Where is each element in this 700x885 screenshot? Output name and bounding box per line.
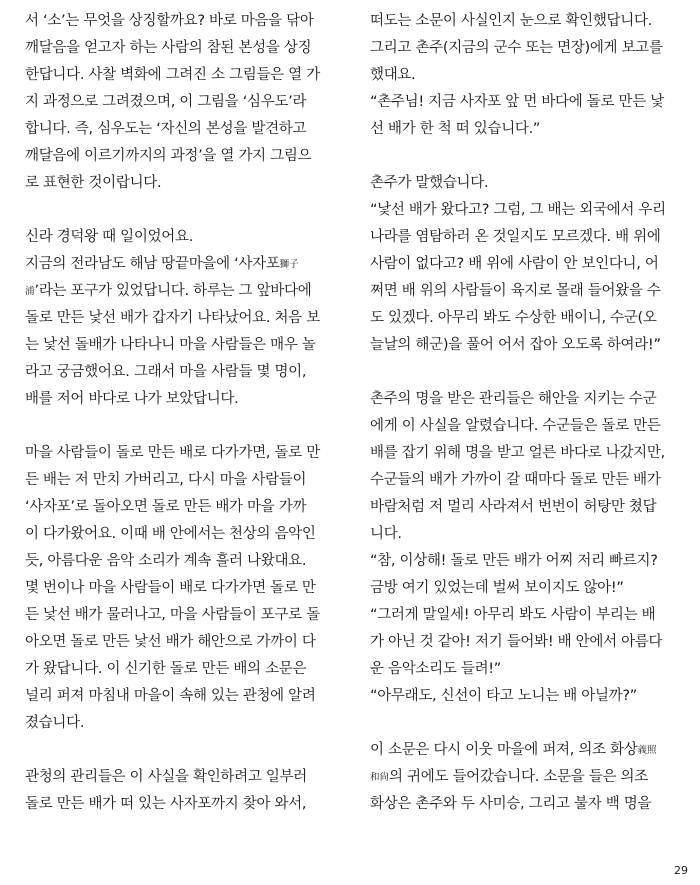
text-line: 로 표현한 것이랍니다.	[25, 175, 162, 191]
text-line: 운 음악소리도 들려!”	[370, 661, 501, 677]
text-line: 깨달음에 이르기까지의 과정’을 열 가지 그림으	[25, 148, 312, 164]
text-line: 아오면 돌로 만든 낯선 배가 해안으로 가까이 다	[25, 634, 316, 650]
text-line: 지 과정으로 그려졌으며, 이 그림을 ‘심우도’라	[25, 94, 307, 110]
page-number: 29	[674, 864, 688, 877]
text-line: 든 낯선 배가 물러나고, 마을 사람들이 포구로 돌	[25, 607, 320, 623]
text-line: 가 아닌 것 같아! 저기 들어봐! 배 안에서 아름다	[370, 634, 663, 650]
text-line: 깨달음을 얻고자 하는 사람의 참된 본성을 상징	[25, 40, 312, 56]
text-line: 에게 이 사실을 알렸습니다. 수군들은 돌로 만든	[370, 418, 661, 434]
hanja-annotation: 浦	[25, 286, 35, 297]
text-line: 배를 잡기 위해 명을 받고 얼른 바다로 나갔지만,	[370, 445, 665, 461]
text-line: 수군들의 배가 가까이 갈 때마다 돌로 만든 배가	[370, 472, 661, 488]
text-line: 널리 퍼져 마침내 마을이 속해 있는 관청에 알려	[25, 688, 316, 704]
text-line: 이 다가왔어요. 이때 배 안에서는 천상의 음악인	[25, 526, 316, 542]
text-line: 서 ‘소’는 무엇을 상징할까요? 바로 마음을 닦아	[25, 13, 314, 29]
paragraph-gap	[370, 710, 673, 737]
text-line: “촌주님! 지금 사자포 앞 먼 바다에 돌로 만든 낯	[370, 94, 664, 110]
text-line: 촌주가 말했습니다.	[370, 175, 489, 191]
text-segment: ’라는 포구가 있었답니다. 하루는 그 앞바다에	[34, 283, 312, 299]
text-line	[370, 764, 673, 791]
text-line: 늘날의 해군)을 풀어 어서 잡아 오도록 하여라!”	[370, 337, 661, 353]
left-text-column	[25, 8, 331, 818]
text-line: 바람처럼 저 멀리 사라져서 번번이 허탕만 쳤답	[370, 499, 657, 515]
text-line: “아무래도, 신선이 타고 노니는 배 아닐까?”	[370, 688, 637, 704]
text-line: 든 배는 저 만치 가버리고, 다시 마을 사람들이	[25, 472, 307, 488]
text-line: “그러게 말일세! 아무리 봐도 사람이 부리는 배	[370, 607, 656, 623]
text-line: 나라를 염탐하러 온 것일지도 모르겠다. 배 위에	[370, 229, 661, 245]
text-line: 도 있겠다. 아무리 봐도 수상한 배이니, 수군(오	[370, 310, 657, 326]
text-line: 관청의 관리들은 이 사실을 확인하려고 일부러	[25, 769, 307, 785]
text-line: 니다.	[370, 526, 402, 542]
text-segment: 지금의 전라남도 해남 땅끝마을에 ‘사자포	[25, 256, 280, 272]
hanja-annotation: 義照	[637, 745, 657, 756]
text-line: 합니다. 즉, 심우도는 ‘자신의 본성을 발견하고	[25, 121, 307, 137]
text-line: “낯선 배가 왔다고? 그럼, 그 배는 외국에서 우리	[370, 202, 666, 218]
text-segment: 의 귀에도 들어갔습니다. 소문을 들은 의조	[389, 769, 648, 785]
text-line	[370, 737, 673, 764]
text-line: 는 낯선 돌배가 나타나니 마을 사람들은 매우 놀	[25, 337, 316, 353]
text-line: 졌습니다.	[25, 715, 85, 731]
paragraph-gap	[370, 359, 673, 386]
text-line: 돌로 만든 낯선 배가 갑자기 나타났어요. 처음 보	[25, 310, 320, 326]
paragraph-gap	[25, 413, 331, 440]
text-line: 화상은 촌주와 두 사미승, 그리고 불자 백 명을	[370, 796, 652, 812]
text-line: 쩌면 배 위의 사람들이 육지로 몰래 들어왔을 수	[370, 283, 661, 299]
text-line: 했대요.	[370, 67, 416, 83]
text-line: 사람이 없다고? 배 위에 사람이 안 보인다니, 어	[370, 256, 659, 272]
text-line: 금방 여기 있었는데 벌써 보이지도 않아!”	[370, 580, 624, 596]
paragraph-gap	[25, 737, 331, 764]
text-line	[25, 251, 331, 278]
hanja-annotation: 獅子	[279, 259, 299, 270]
text-line: 한답니다. 사찰 벽화에 그려진 소 그림들은 열 가	[25, 67, 320, 83]
text-segment: 이 소문은 다시 이웃 마을에 퍼져, 의조 화상	[370, 742, 638, 758]
text-line: 마을 사람들이 돌로 만든 배로 다가가면, 돌로 만	[25, 445, 320, 461]
text-line: ‘사자포’로 돌아오면 돌로 만든 배가 마을 가까	[25, 499, 307, 515]
text-line: 그리고 촌주(지금의 군수 또는 면장)에게 보고를	[370, 40, 663, 56]
paragraph-gap	[370, 143, 673, 170]
text-line: 듯, 아름다운 음악 소리가 계속 흘러 나왔대요.	[25, 553, 307, 569]
text-line: 돌로 만든 배가 떠 있는 사자포까지 찾아 와서,	[25, 796, 307, 812]
right-text-column	[370, 8, 673, 818]
text-line: 촌주의 명을 받은 관리들은 해안을 지키는 수군	[370, 391, 657, 407]
text-line: 몇 번이나 마을 사람들이 배로 다가가면 돌로 만	[25, 580, 316, 596]
text-line: 라고 궁금했어요. 그래서 마을 사람들 몇 명이,	[25, 364, 307, 380]
text-line: 배를 저어 바다로 나가 보았답니다.	[25, 391, 239, 407]
text-line: 떠도는 소문이 사실인지 눈으로 확인했답니다.	[370, 13, 652, 29]
text-line: 가 왔답니다. 이 신기한 돌로 만든 배의 소문은	[25, 661, 307, 677]
text-line: “참, 이상해! 돌로 만든 배가 어찌 저리 빠르지?	[370, 553, 658, 569]
text-line: 선 배가 한 척 떠 있습니다.”	[370, 121, 541, 137]
text-line	[25, 278, 331, 305]
text-line: 신라 경덕왕 때 일이었어요.	[25, 229, 194, 245]
paragraph-gap	[25, 197, 331, 224]
hanja-annotation: 和尙	[370, 772, 390, 783]
